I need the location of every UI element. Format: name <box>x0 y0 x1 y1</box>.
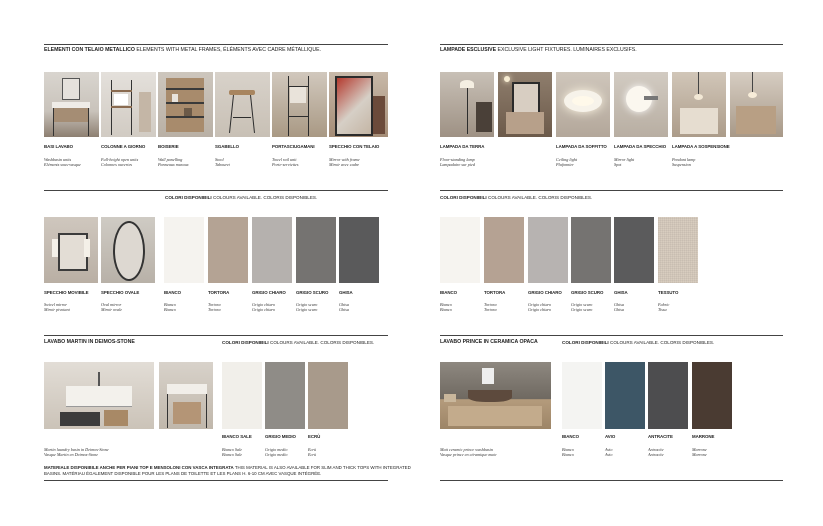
caption-label: BIANCO SALE <box>222 434 252 439</box>
caption-desc: Ceiling light Plafonnier <box>556 157 578 168</box>
caption-label: PORTASCIUGAMANI <box>272 144 315 149</box>
caption-label: GHISA <box>614 290 628 295</box>
caption-desc: Tortora Tortora <box>208 302 221 313</box>
swatch-avio <box>605 362 645 429</box>
caption-desc: Bianco Sale Bianco Sale <box>222 447 243 458</box>
caption-label: GRIGIO MEDIO <box>265 434 296 439</box>
caption-desc: Bianco Bianco <box>164 302 176 313</box>
swatch-grigio-scuro <box>571 217 611 283</box>
caption-desc: Oval mirror Miroir ovale <box>101 302 123 313</box>
boiserie-photo <box>158 72 213 137</box>
caption-label: SPECCHIO CON TELAIO <box>329 144 380 149</box>
caption-label: LAMPADA DA TERRA <box>440 144 485 149</box>
swatch-marrone <box>692 362 732 429</box>
top-rule-right <box>440 44 783 45</box>
caption-desc: Grigio chiaro Grigio chiaro <box>528 302 551 313</box>
swatch-antracite <box>648 362 688 429</box>
caption-label: LAMPADA A SOSPENSIONE <box>672 144 730 149</box>
caption-desc: Ghisa Ghisa <box>339 302 350 313</box>
caption-desc: Bianco Bianco <box>440 302 452 313</box>
caption-label: COLONNE A GIORNO <box>101 144 146 149</box>
caption-desc: Martin laundry basin in Deimos-Stone Vasque Martin en Deimos-Stone <box>44 447 109 458</box>
colors-available-title: COLORI DISPONIBILI COLOURS AVAILABLE. COLORIS DISPONIBLES. <box>222 340 375 345</box>
swatch-bianco-sale <box>222 362 262 429</box>
swatch-ghisa <box>614 217 654 283</box>
colors-available-title: COLORI DISPONIBILI COLOURS AVAILABLE. COLORIS DISPONIBLES. <box>440 195 593 200</box>
caption-label: TESSUTO <box>658 290 679 295</box>
swatch-tortora <box>484 217 524 283</box>
caption-label: TORTORA <box>208 290 230 295</box>
divider-rule <box>440 335 783 336</box>
swatch-grigio-medio <box>265 362 305 429</box>
swatch-ghisa <box>339 217 379 283</box>
lampada-da-terra-photo-2 <box>498 72 552 137</box>
caption-desc: Antracite Antracite <box>648 447 664 458</box>
section-title-metal-frames: ELEMENTI CON TELAIO METALLICO ELEMENTS WITH METAL FRAMES, ÉLÉMENTS AVEC CADRE MÉTALLIQUE. <box>44 47 321 53</box>
swatch-bianco <box>440 217 480 283</box>
swatch-tessuto <box>658 217 698 283</box>
lavabo-martin-photo-2 <box>159 362 213 429</box>
lampada-a-sospensione-photo <box>672 72 726 137</box>
swatch-bianco <box>562 362 602 429</box>
lampada-da-soffitto-photo <box>556 72 610 137</box>
footnote-material: MATERIALE DISPONIBILE ANCHE PER PIANI TOP E MENSOLONI CON VASCA INTEGRATA THIS MATERIAL IS ALSO AVAILABLE FOR SLIM AND THICK TOPS WITH INTEGRATED BASINS. MATÉRIAU ÉGALEMENT DISPONIBLE POUR LES PLANS DE TOILETTE ET LES PLANS H. 6-10 CM AVEC VASQUE INTÉGRÉE. <box>44 465 411 476</box>
swatch-grigio-scuro <box>296 217 336 283</box>
lampada-da-specchio-photo <box>614 72 668 137</box>
caption-desc: Grigio chiaro Grigio chiaro <box>252 302 275 313</box>
caption-label: LAMPADA DA SOFFITTO <box>556 144 607 149</box>
caption-label: GRIGIO SCURO <box>571 290 604 295</box>
colors-available-title: COLORI DISPONIBILI COLOURS AVAILABLE. COLORIS DISPONIBLES. <box>562 340 715 345</box>
caption-desc: Washbasin units Eléments sous-vasque <box>44 157 81 168</box>
swatch-bianco <box>164 217 204 283</box>
caption-label: BIANCO <box>440 290 458 295</box>
caption-label: BASI LAVABO <box>44 144 74 149</box>
section-title-martin: LAVABO MARTIN IN DEIMOS-STONE <box>44 339 135 345</box>
colors-available-title: COLORI DISPONIBILI COLOURS AVAILABLE. COLORIS DISPONIBLES. <box>165 195 318 200</box>
divider-rule <box>44 335 388 336</box>
specchio-con-telaio-photo <box>329 72 388 137</box>
lampada-da-terra-photo <box>440 72 494 137</box>
specchio-movibile-photo <box>44 217 98 283</box>
caption-label: GRIGIO SCURO <box>296 290 329 295</box>
caption-desc: Avio Avio <box>605 447 613 458</box>
lavabo-prince-photo <box>440 362 551 429</box>
top-rule-left <box>44 44 388 45</box>
caption-label: LAMPADA DA SPECCHIO <box>614 144 667 149</box>
caption-desc: Grigio scuro Grigio scuro <box>296 302 318 313</box>
caption-desc: Grigio medio Grigio medio <box>265 447 288 458</box>
caption-label: SPECCHIO MOVIBILE <box>44 290 89 295</box>
caption-label: ANTRACITE <box>648 434 673 439</box>
specchio-ovale-photo <box>101 217 155 283</box>
caption-label: SGABELLO <box>215 144 239 149</box>
swatch-grigio-chiaro <box>252 217 292 283</box>
lampada-a-sospensione-photo-2 <box>730 72 783 137</box>
caption-desc: Tortora Tortora <box>484 302 497 313</box>
caption-desc: Matt ceramic prince washbasin Vasque prince en céramique mate <box>440 447 497 458</box>
divider-rule <box>44 190 388 191</box>
caption-label: GRIGIO CHIARO <box>252 290 286 295</box>
caption-desc: Swivel mirror Miroir pivotant <box>44 302 70 313</box>
caption-desc: Bianco Bianco <box>562 447 574 458</box>
swatch-grigio-chiaro <box>528 217 568 283</box>
caption-desc: Stool Tabouret <box>215 157 230 168</box>
caption-desc: Pendant lamp Suspension <box>672 157 696 168</box>
caption-label: AVIO <box>605 434 616 439</box>
section-title-prince: LAVABO PRINCE IN CERAMICA OPACA <box>440 339 538 345</box>
bottom-rule-right <box>440 480 783 481</box>
lavabo-martin-photo-1 <box>44 362 154 429</box>
caption-desc: Mirror light Spot <box>614 157 635 168</box>
caption-label: ECRÙ <box>308 434 321 439</box>
caption-desc: Ghisa Ghisa <box>614 302 625 313</box>
caption-desc: Wall panelling Panneaux muraux <box>158 157 189 168</box>
caption-label: BIANCO <box>164 290 182 295</box>
bottom-rule-left <box>44 480 388 481</box>
caption-desc: Grigio scuro Grigio scuro <box>571 302 593 313</box>
caption-desc: Mirror with frame Miroir avec cadre <box>329 157 360 168</box>
caption-desc: Marrone Marrone <box>692 447 707 458</box>
swatch-ecru <box>308 362 348 429</box>
divider-rule <box>440 190 783 191</box>
caption-label: BOISERIE <box>158 144 179 149</box>
caption-desc: Fabric Tissu <box>658 302 670 313</box>
caption-label: BIANCO <box>562 434 580 439</box>
portasciugamani-photo <box>272 72 327 137</box>
caption-label: TORTORA <box>484 290 506 295</box>
colonne-a-giorno-photo <box>101 72 156 137</box>
caption-label: SPECCHIO OVALE <box>101 290 140 295</box>
caption-label: GRIGIO CHIARO <box>528 290 562 295</box>
caption-label: GHISA <box>339 290 353 295</box>
swatch-tortora <box>208 217 248 283</box>
caption-desc: Ecrù Ecrù <box>308 447 317 458</box>
section-title-light-fixtures: LAMPADE ESCLUSIVE EXCLUSIVE LIGHT FIXTURES. LUMINAIRES EXCLUSIFS. <box>440 47 637 53</box>
caption-desc: Full-height open units Colonnes ouvertes <box>101 157 139 168</box>
caption-desc: Floor-standing lamp Lampadaire sur pied <box>440 157 475 168</box>
sgabello-photo <box>215 72 270 137</box>
basi-lavabo-photo <box>44 72 99 137</box>
caption-desc: Towel rail unit Porte-serviettes <box>272 157 299 168</box>
caption-label: MARRONE <box>692 434 715 439</box>
